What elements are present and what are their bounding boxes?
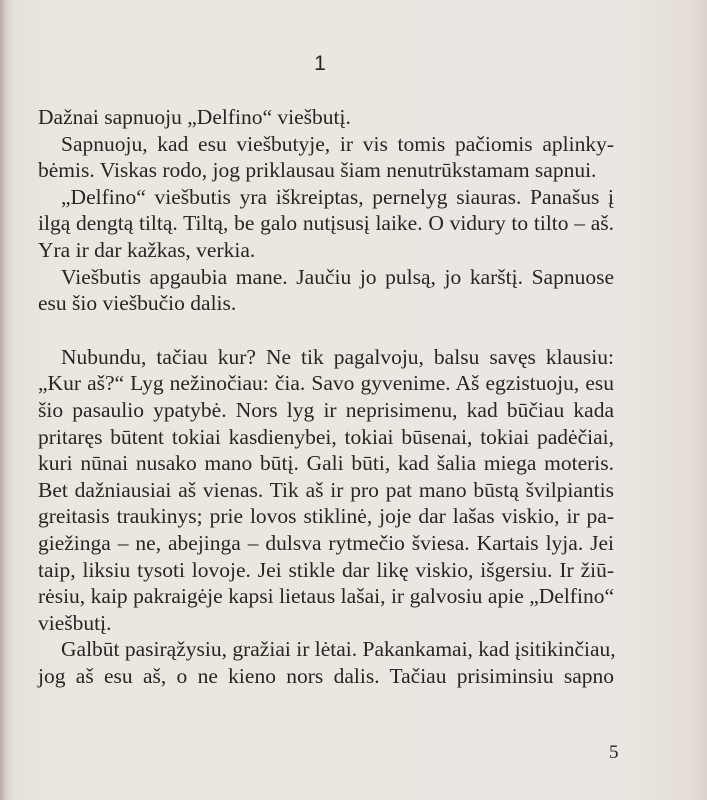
text-line: Yra ir dar kažkas, verkia. bbox=[38, 237, 256, 262]
text-line: bėmis. Viskas rodo, jog priklausau šiam nenutrūkstamam sapnui. bbox=[38, 158, 597, 183]
text-line: pritaręs būtent tokiai kasdienybei, tokiai būsenai, tokiai padėčiai, bbox=[38, 424, 614, 449]
page-number: 5 bbox=[609, 742, 619, 763]
text-line: Galbūt pasirąžysiu, gražiai ir lėtai. Pakankamai, kad įsitikinčiau, bbox=[61, 637, 616, 662]
text-line: greitasis traukinys; prie lovos stiklinė, joje dar lašas viskio, ir pa- bbox=[38, 504, 614, 529]
section-break bbox=[38, 317, 614, 344]
text-line: šio pasaulio ypatybė. Nors lyg ir neprisimenu, kad būčiau kada bbox=[38, 397, 614, 422]
text-line: taip, liksiu tysoti lovoje. Jei stikle dar likę viskio, išgersiu. Ir žiū- bbox=[38, 557, 614, 582]
chapter-number: 1 bbox=[314, 52, 326, 75]
text-line: rėsiu, kaip pakraigėje kapsi lietaus lašai, ir galvosiu apie „Delfino“ bbox=[38, 584, 614, 609]
body-text bbox=[38, 104, 614, 689]
text-line: viešbutį. bbox=[38, 610, 112, 635]
text-line: „Kur aš?“ Lyg nežinočiau: čia. Savo gyvenime. Aš egzistuoju, esu bbox=[38, 371, 614, 396]
text-line: Dažnai sapnuoju „Delfino“ viešbutį. bbox=[38, 105, 351, 129]
text-line: jog aš esu aš, o ne kieno nors dalis. Tačiau prisiminsiu sapno bbox=[38, 663, 614, 688]
text-line: Sapnuoju, kad esu viešbutyje, ir vis tomis pačiomis aplinky- bbox=[61, 131, 614, 156]
text-line: Nubundu, tačiau kur? Ne tik pagalvoju, balsu savęs klausiu: bbox=[61, 344, 614, 369]
text-line: esu šio viešbučio dalis. bbox=[38, 291, 237, 316]
text-line: Bet dažniausiai aš vienas. Tik aš ir pro pat mano būstą švilpiantis bbox=[38, 477, 614, 502]
text-line: ilgą dengtą tiltą. Tiltą, be galo nutįsusį laike. O vidury to tilto – aš. bbox=[38, 211, 614, 236]
text-line: „Delfino“ viešbutis yra iškreiptas, pernelyg siauras. Panašus į bbox=[61, 184, 614, 209]
text-line: kuri nūnai nusako mano būtį. Gali būti, kad šalia miega moteris. bbox=[38, 451, 614, 476]
text-line: Viešbutis apgaubia mane. Jaučiu jo pulsą, jo karštį. Sapnuose bbox=[61, 264, 614, 289]
text-line: giežinga – ne, abejinga – dulsva rytmečio šviesa. Kartais lyja. Jei bbox=[38, 530, 614, 555]
